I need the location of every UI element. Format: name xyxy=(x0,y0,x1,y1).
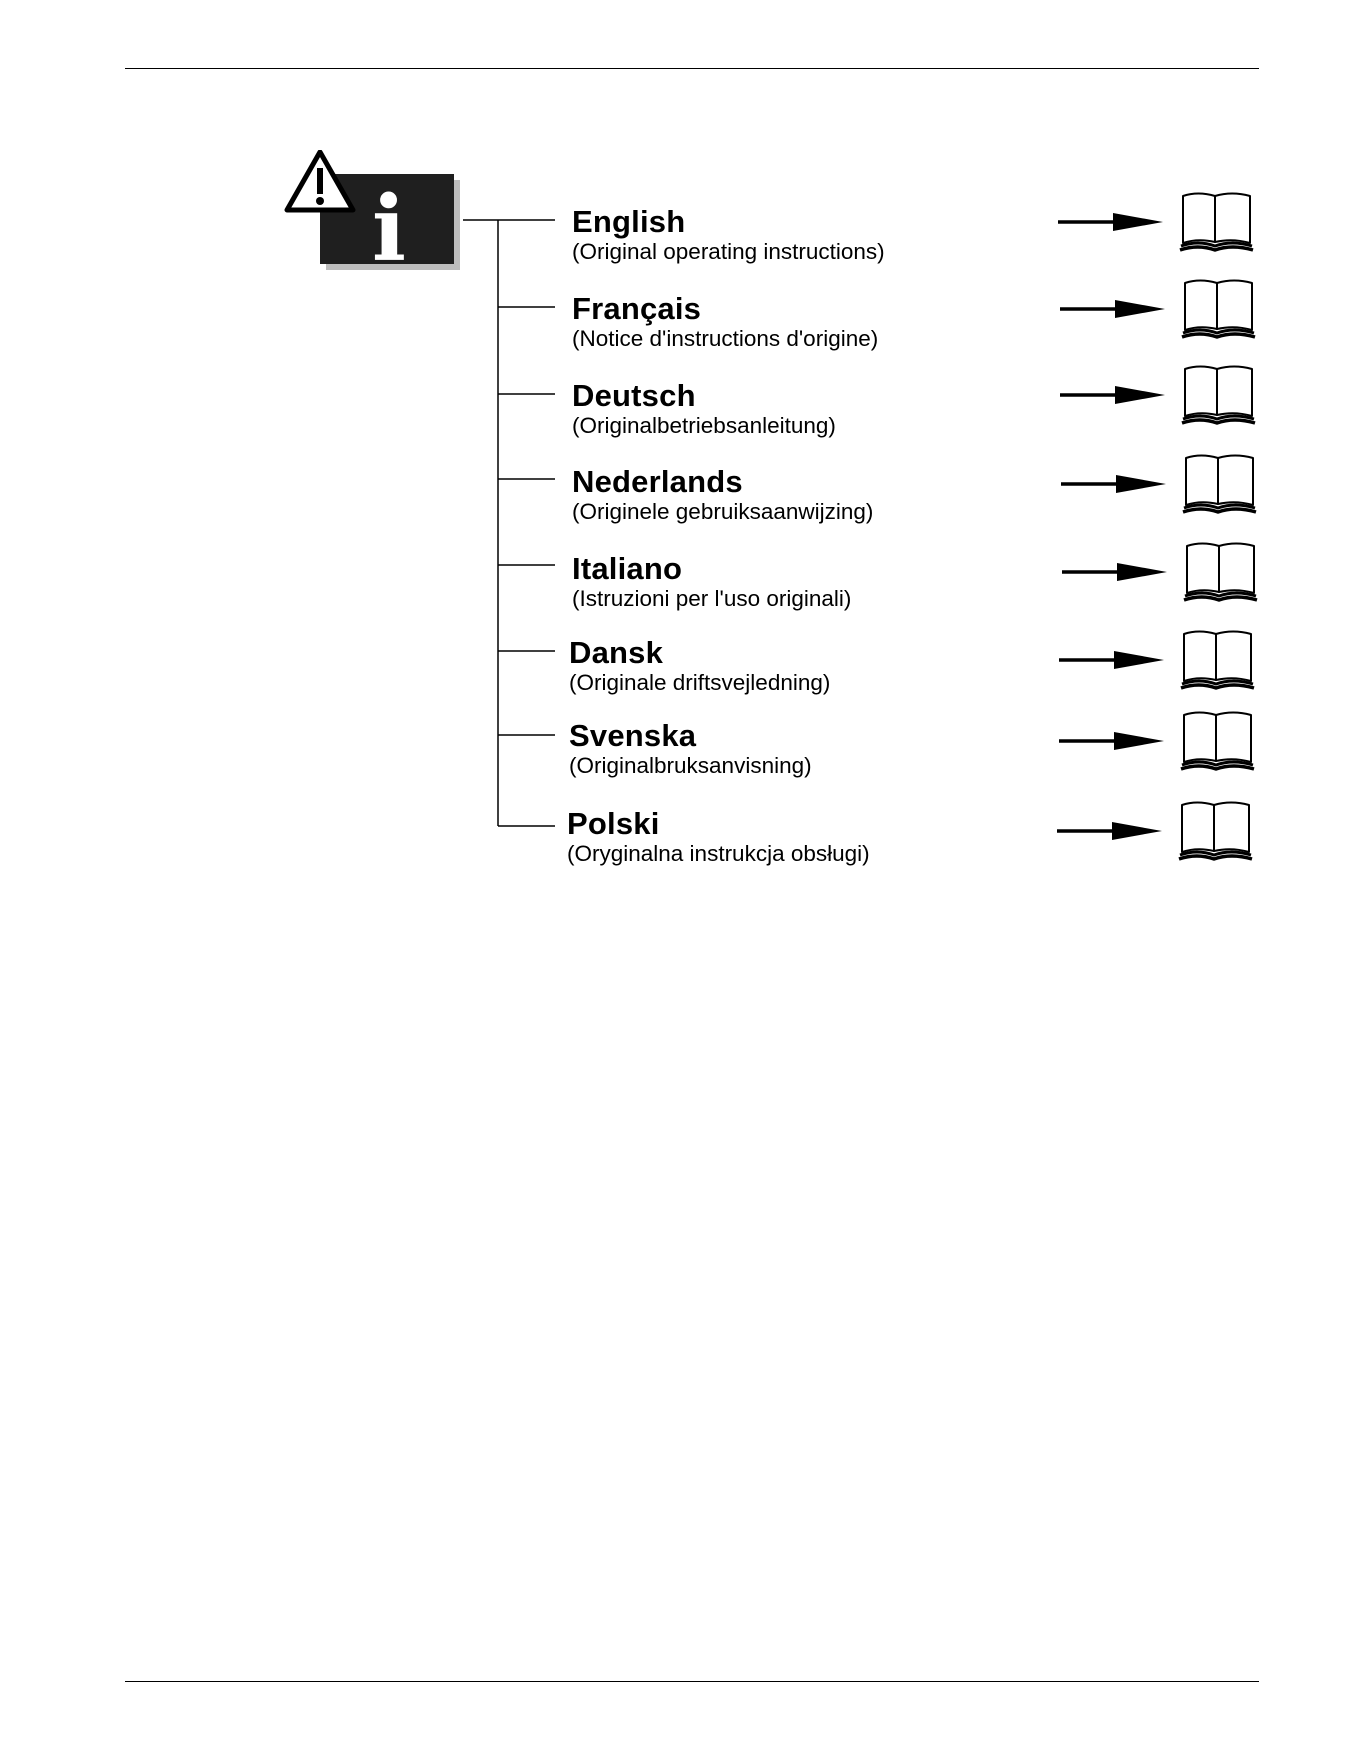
language-name: English xyxy=(572,204,686,239)
language-name: Nederlands xyxy=(572,464,743,499)
open-book-icon xyxy=(1182,281,1255,338)
arrow-right-icon xyxy=(1057,822,1162,840)
info-letter: i xyxy=(371,176,407,275)
book-link-dansk[interactable] xyxy=(1058,627,1258,691)
arrow-right-icon xyxy=(1060,386,1165,404)
language-entry-dansk[interactable] xyxy=(569,636,830,696)
language-entry-francais[interactable] xyxy=(572,292,878,352)
footer-rule xyxy=(125,1681,1259,1682)
language-entry-deutsch[interactable] xyxy=(572,379,836,439)
book-link-francais[interactable] xyxy=(1059,276,1259,340)
language-subtitle: (Original operating instructions) xyxy=(572,239,885,264)
language-subtitle: (Originale driftsvejledning) xyxy=(569,670,831,695)
language-entry-italiano[interactable] xyxy=(572,552,851,612)
header-rule xyxy=(125,68,1259,69)
book-link-nederlands[interactable] xyxy=(1060,451,1260,515)
language-subtitle: (Oryginalna instrukcja obsługi) xyxy=(567,841,870,866)
info-warning-graphic xyxy=(283,150,463,275)
open-book-icon xyxy=(1181,713,1254,770)
open-book-icon xyxy=(1180,194,1253,251)
language-name: Polski xyxy=(567,806,660,841)
open-book-icon xyxy=(1184,544,1257,601)
language-name: Italiano xyxy=(572,551,683,586)
language-subtitle: (Istruzioni per l'uso originali) xyxy=(572,586,852,611)
book-link-polski[interactable] xyxy=(1056,798,1256,862)
language-name: Français xyxy=(572,291,702,326)
arrow-right-icon xyxy=(1059,651,1164,669)
language-subtitle: (Originalbruksanvisning) xyxy=(569,753,812,778)
language-name: Deutsch xyxy=(572,378,696,413)
book-link-italiano[interactable] xyxy=(1061,539,1261,603)
language-entry-polski[interactable] xyxy=(567,807,870,867)
language-subtitle: (Originalbetriebsanleitung) xyxy=(572,413,836,438)
language-subtitle: (Notice d'instructions d'origine) xyxy=(572,326,879,351)
language-entry-nederlands[interactable] xyxy=(572,465,873,525)
arrow-right-icon xyxy=(1060,300,1165,318)
language-entry-svenska[interactable] xyxy=(569,719,812,779)
book-link-svenska[interactable] xyxy=(1058,708,1258,772)
open-book-icon xyxy=(1183,456,1256,513)
open-book-icon xyxy=(1182,367,1255,424)
language-subtitle: (Originele gebruiksaanwijzing) xyxy=(572,499,874,524)
open-book-icon xyxy=(1181,632,1254,689)
language-entry-english[interactable] xyxy=(572,205,885,265)
arrow-right-icon xyxy=(1059,732,1164,750)
language-name: Dansk xyxy=(569,635,664,670)
book-link-deutsch[interactable] xyxy=(1059,362,1259,426)
arrow-right-icon xyxy=(1062,563,1167,581)
arrow-right-icon xyxy=(1058,213,1163,231)
book-link-english[interactable] xyxy=(1057,189,1257,253)
language-name: Svenska xyxy=(569,718,697,753)
arrow-right-icon xyxy=(1061,475,1166,493)
open-book-icon xyxy=(1179,803,1252,860)
